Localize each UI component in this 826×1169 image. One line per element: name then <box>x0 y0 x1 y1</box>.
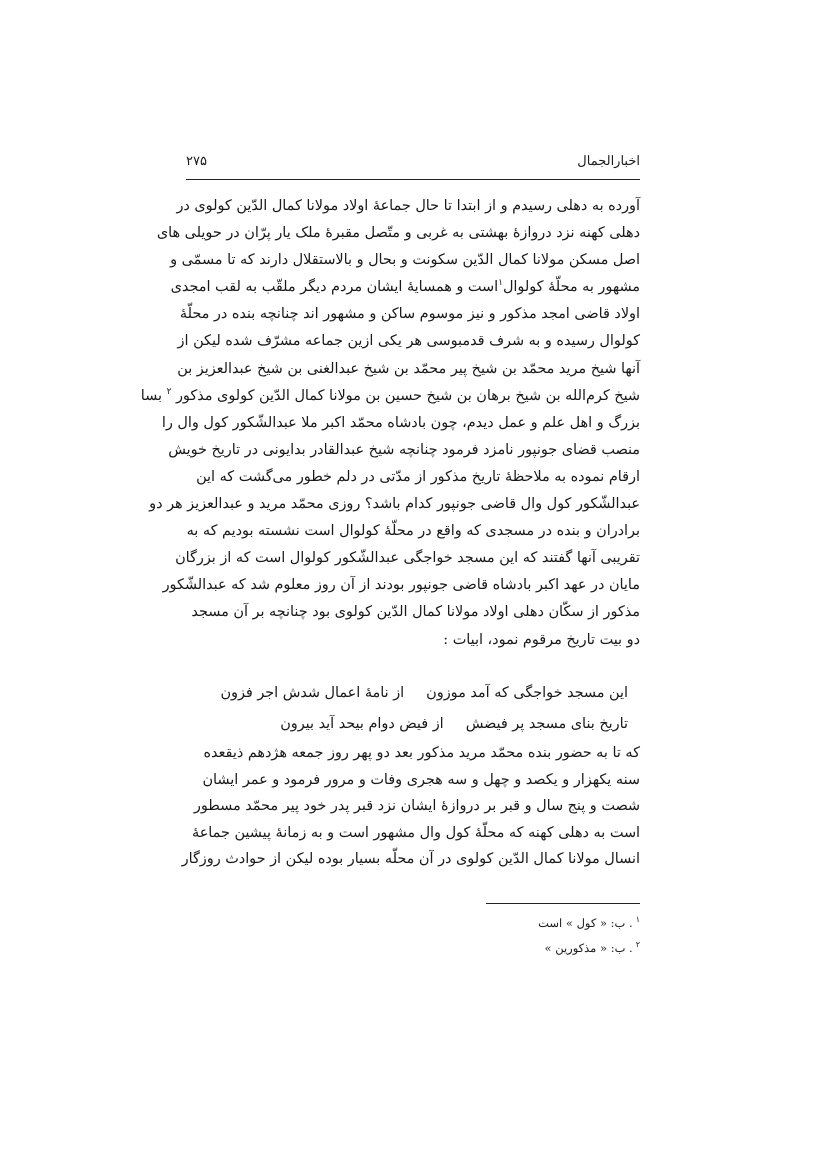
text-line: آورده به دهلی رسیدم و از ابتدا تا حال جماعهٔ اولاد مولانا کمال الدّین کولوی در <box>176 198 640 214</box>
footnote-rule <box>486 903 640 904</box>
text-line: شصت و پنج سال و قبر بر دروازهٔ ایشان نزد قبر پدر خود پیر محمّد مسطور <box>193 798 640 814</box>
footnotes <box>440 909 640 959</box>
footnote-ref: ۲ <box>166 386 172 397</box>
footnote-number: ۲ <box>635 939 640 949</box>
text-line: برادران و بنده در مسجدی که واقع در محلّهٔ کولوال است نشسته بودیم که به <box>186 523 640 540</box>
text-line: مایان در عهد اکبر بادشاه قاضی جونپور بودند از آن روز معلوم شد که عبدالشّکور <box>162 577 640 594</box>
text-line: دو بیت تاریخ مرقوم نمود، ابیات : <box>443 631 640 648</box>
footnote-text: . ب: « کول » است <box>538 915 633 930</box>
text-line: که تا به حضور بنده محمّد مرید مذکور بعد دو پهر روز جمعه هژدهم ذیقعده <box>203 745 640 761</box>
hemistich-first: تاریخ بنای مسجد پر فیضش <box>465 716 628 732</box>
running-header <box>186 150 640 174</box>
text-line: دهلی کهنه نزد دروازهٔ بهشتی به غربی و متّصل مقبرهٔ ملک یار پرّان در حویلی های <box>156 225 640 242</box>
main-text <box>140 193 640 654</box>
footnote <box>440 934 640 959</box>
verse <box>186 709 640 740</box>
footnote-text: . ب: « مذکورین » <box>544 940 633 955</box>
hemistich-first: این مسجد خواجگی که آمد موزون <box>426 685 628 701</box>
text-line: انسال مولانا کمال الدّین کولوی در آن محلّه بسیار بوده لیکن از حوادث روزگار <box>181 851 640 867</box>
text-line: آنها شیخ مرید محمّد بن شیخ پیر محمّد بن شیخ عبدالغنی بن شیخ عبدالعزیز بن <box>177 360 640 377</box>
text-line: است به دهلی کهنه که محلّهٔ کول وال مشهور است و به زمانهٔ پیشین جماعهٔ <box>192 824 640 841</box>
verse-block <box>186 678 640 740</box>
footnote-number: ۱ <box>635 915 640 924</box>
text-line <box>170 274 640 301</box>
text-line: سنه یکهزار و یکصد و چهل و سه هجری وفات و مرور فرمود و عمر ایشان <box>202 771 640 788</box>
text-line: کولوال رسیده و به شرف قدمبوسی هر یکی ازین جماعه مشرّف شده لیکن از <box>177 333 640 350</box>
text-line: عبدالشّکور کول وال قاضی جونپور کدام باشد؟ روزی محمّد مرید و عبدالعزیز هر دو <box>149 496 640 513</box>
hemistich-second: از فیض دوام بیحد آید بیرون <box>280 716 444 732</box>
text-line: اولاد قاضی امجد مذکور و نیز موسوم ساکن و مشهور اند چنانچه بنده در محلّهٔ <box>179 306 640 323</box>
text-line: ارقام نموده به ملاحظهٔ تاریخ مذکور از مدّتی در دلم خطور می‌گشت که این <box>196 468 640 485</box>
text-line: مذکور از سکّان دهلی اولاد مولانا کمال الدّین کولوی بود چنانچه بر آن مسجد <box>191 604 640 621</box>
verse <box>186 678 640 709</box>
running-title: اخبارالجمال <box>577 154 640 169</box>
page-number: ۲۷۵ <box>186 154 207 169</box>
text-line: بزرگ و اهل علم و عمل دیدم، چون بادشاه محمّد اکبر ملا عبدالشّکور کول وال را <box>161 414 640 431</box>
text-segment: بسا <box>140 387 162 404</box>
hemistich-second: از نامهٔ اعمال شدش اجر فزون <box>220 685 405 701</box>
text-line: منصب قضای جونپور نامزد فرمود چنانچه شیخ عبدالقادر بدایونی در تاریخ خویش <box>168 441 640 458</box>
footnote-ref: ۱ <box>498 278 503 289</box>
text-segment: است و همسایهٔ ایشان مردم دیگر ملقّب به لقب امجدی <box>170 279 499 296</box>
text-segment: مشهور به محلّهٔ کولوال <box>502 279 640 296</box>
text-line <box>140 383 640 410</box>
continuation-text <box>181 740 640 873</box>
footnote <box>440 909 640 934</box>
text-line: تقریبی آنها گفتند که این مسجد خواجگی عبدالشّکور کولوال است که از بزرگان <box>175 550 640 567</box>
text-line: اصل مسکن مولانا کمال الدّین سکونت و بحال و بالاستقلال دارند که تا مسمّی و <box>170 252 640 269</box>
text-segment: شیخ کرم‌الله بن شیخ برهان بن شیخ حسین بن مولانا کمال الدّین کولوی مذکور <box>175 387 640 404</box>
header-rule <box>186 179 640 180</box>
